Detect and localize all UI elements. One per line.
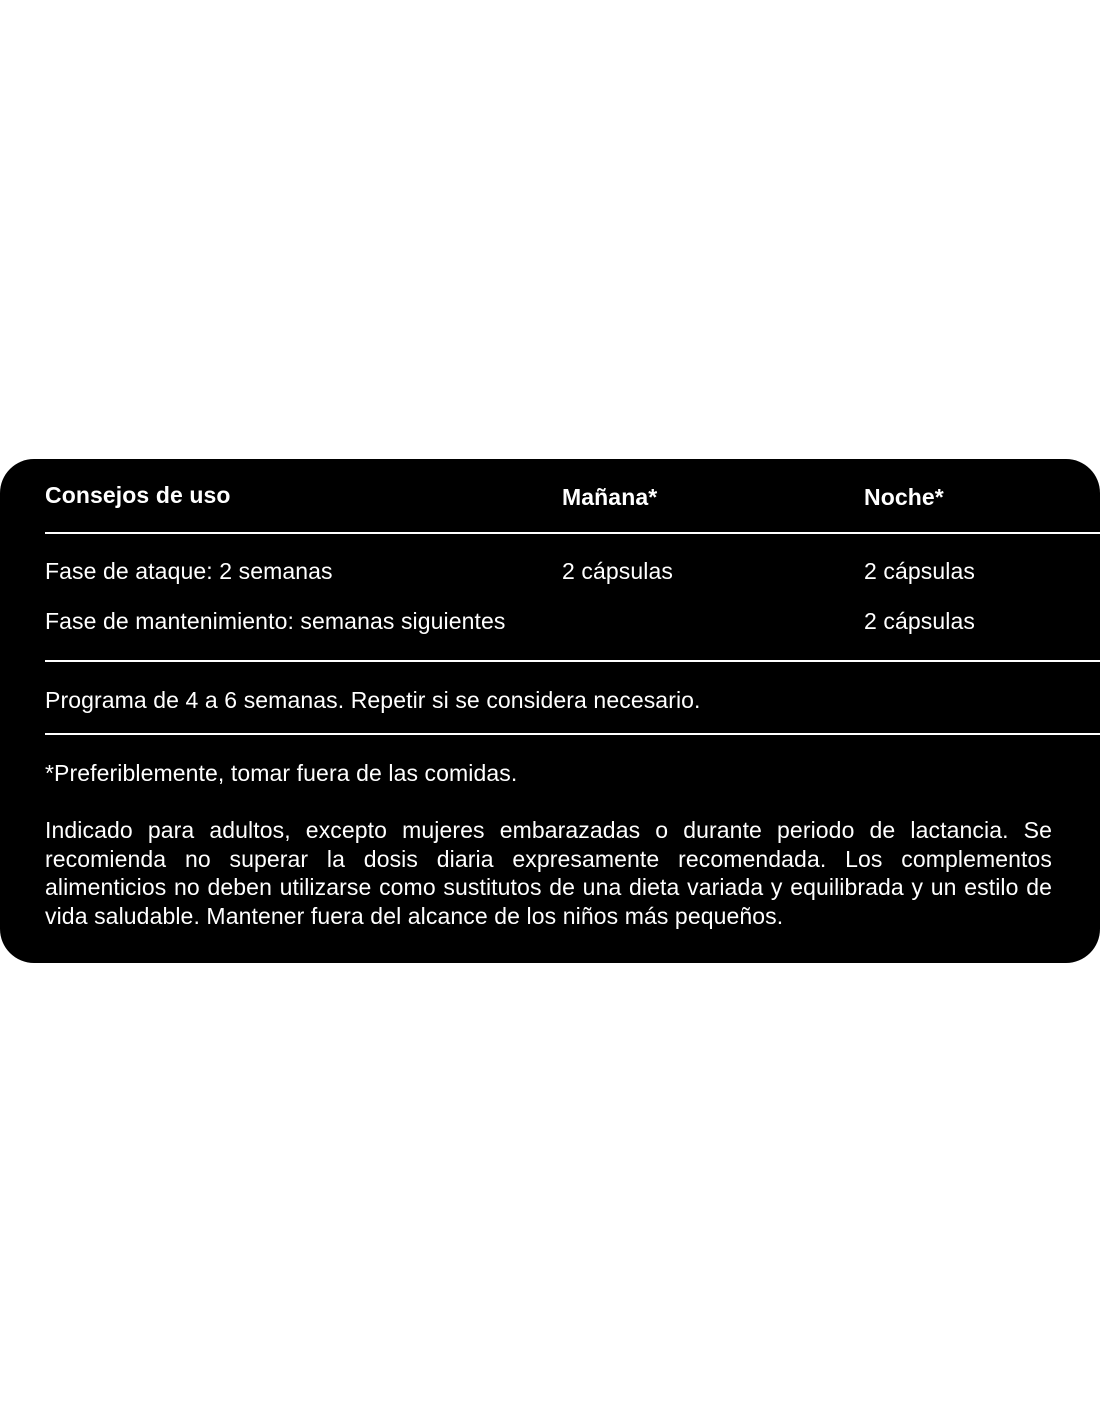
header-usage-advice: Consejos de uso: [45, 482, 231, 508]
header-morning: Mañana*: [562, 484, 658, 510]
footnote: *Preferiblemente, tomar fuera de las comidas.: [45, 760, 518, 786]
row-attack-night: 2 cápsulas: [864, 558, 975, 584]
row-maintenance-night: 2 cápsulas: [864, 608, 975, 634]
rows-divider: [45, 660, 1100, 662]
usage-card: [0, 459, 1100, 963]
program-divider: [45, 733, 1100, 735]
header-divider: [45, 532, 1100, 534]
program-text: Programa de 4 a 6 semanas. Repetir si se considera necesario.: [45, 687, 701, 713]
row-attack-morning: 2 cápsulas: [562, 558, 673, 584]
row-maintenance-phase: Fase de mantenimiento: semanas siguientes: [45, 608, 506, 634]
row-attack-phase: Fase de ataque: 2 semanas: [45, 558, 333, 584]
disclaimer-paragraph: Indicado para adultos, excepto mujeres embarazadas o durante periodo de lactancia. Se recomienda no superar la dosis diaria expresamente recomendada. Los complementos alimenticios no deben utilizarse como sustitutos de una dieta variada y equilibrada y un estilo de vida saludable. Mantener fuera del alcance de los niños más pequeños.: [45, 817, 1052, 929]
header-night: Noche*: [864, 484, 944, 510]
